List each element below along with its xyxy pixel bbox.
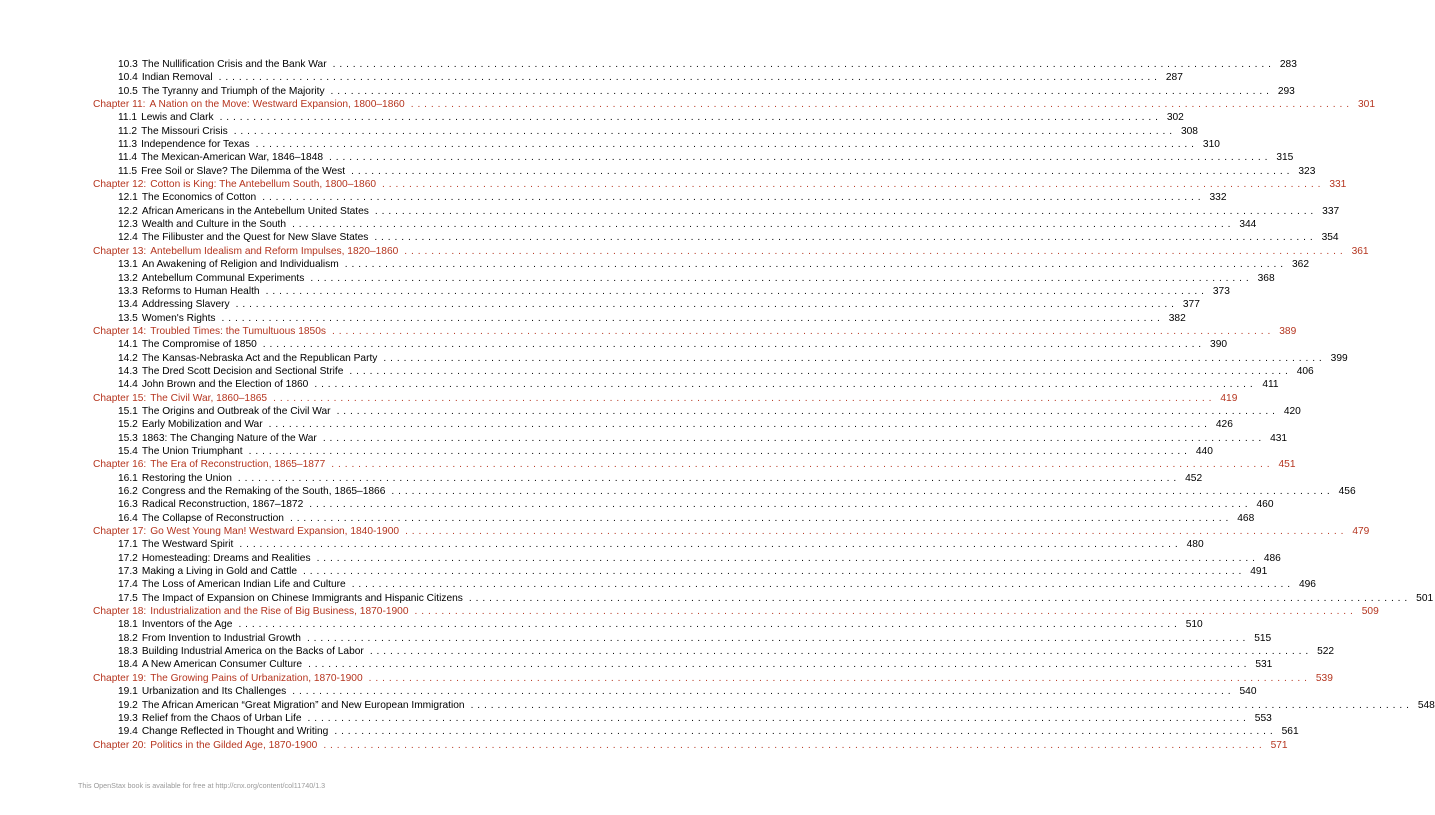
toc-entry-page: 479 (1352, 526, 1370, 538)
toc-section-entry[interactable] (93, 658, 1273, 671)
page-footer: This OpenStax book is available for free at http://cnx.org/content/col11740/1.3 (78, 781, 326, 790)
toc-entry-title: Inventors of the Age (141, 619, 233, 631)
toc-entry-title: The Era of Reconstruction, 1865–1877 (150, 459, 326, 471)
dot-leader: ............................................................................................................................................ (292, 219, 1235, 231)
toc-entry-number: 12.3 (118, 219, 138, 231)
toc-entry-page: 283 (1279, 59, 1297, 70)
toc-entry-page: 308 (1180, 125, 1198, 137)
toc-entry-page: 468 (1237, 512, 1255, 524)
toc-entry-page: 561 (1281, 726, 1299, 738)
toc-section-entry[interactable] (93, 85, 1295, 98)
toc-entry-page: 373 (1212, 285, 1230, 297)
toc-section-entry[interactable] (93, 378, 1279, 391)
dot-leader: ............................................................................................................................................ (369, 646, 1313, 658)
toc-entry-page: 509 (1361, 606, 1379, 618)
toc-entry-page: 293 (1277, 85, 1295, 97)
toc-entry-page: 522 (1317, 646, 1335, 658)
toc-entry-number: Chapter 13: (93, 245, 147, 257)
toc-entry-number: 14.2 (118, 352, 138, 364)
toc-entry-number: 19.1 (118, 686, 138, 698)
toc-section-entry[interactable] (93, 71, 1183, 84)
toc-entry-title: The Civil War, 1860–1865 (150, 392, 268, 404)
dot-leader: ............................................................................................................................................ (292, 686, 1235, 698)
toc-entry-number: 11.2 (118, 125, 138, 137)
toc-entry-title: The Impact of Expansion on Chinese Immigrants and Hispanic Citizens (141, 592, 463, 604)
toc-entry-title: Homesteading: Dreams and Realities (141, 552, 311, 564)
toc-entry-title: The African American “Great Migration” and New European Immigration (141, 699, 465, 711)
dot-leader: ............................................................................................................................................ (306, 632, 1250, 644)
dot-leader: ............................................................................................................................................ (316, 552, 1259, 564)
toc-entry-title: Antebellum Communal Experiments (141, 272, 305, 284)
toc-entry-page: 287 (1165, 72, 1183, 84)
toc-entry-title: The Westward Spirit (141, 539, 234, 551)
toc-entry-title: Troubled Times: the Tumultuous 1850s (150, 325, 326, 337)
toc-entry-page: 310 (1202, 139, 1220, 151)
dot-leader: ............................................................................................................................................ (262, 339, 1206, 351)
dot-leader: ............................................................................................................................................ (314, 379, 1257, 391)
toc-entry-page: 460 (1256, 499, 1274, 511)
toc-section-entry[interactable] (93, 699, 1435, 712)
toc-entry-number: 18.4 (118, 659, 138, 671)
toc-chapter-entry[interactable] (93, 605, 1379, 618)
toc-entry-number: 15.4 (118, 445, 138, 457)
toc-entry-page: 301 (1357, 99, 1375, 111)
toc-section-entry[interactable] (93, 632, 1272, 645)
toc-entry-page: 420 (1283, 405, 1301, 417)
toc-entry-title: Urbanization and Its Challenges (141, 686, 287, 698)
toc-section-entry[interactable] (93, 125, 1198, 138)
toc-entry-number: 17.3 (118, 566, 138, 578)
toc-entry-number: Chapter 20: (93, 739, 147, 751)
toc-entry-number: 11.3 (118, 139, 138, 151)
toc-entry-number: 10.5 (118, 85, 138, 97)
dot-leader: ............................................................................................................................................ (273, 392, 1216, 404)
toc-entry-page: 501 (1416, 592, 1434, 604)
toc-section-entry[interactable] (93, 645, 1335, 658)
dot-leader: ............................................................................................................................................ (219, 112, 1162, 124)
toc-section-entry[interactable] (93, 151, 1294, 164)
dot-leader: ............................................................................................................................................ (351, 165, 1294, 177)
toc-entry-number: 14.1 (118, 339, 138, 351)
toc-entry-page: 510 (1185, 619, 1203, 631)
dot-leader: ............................................................................................................................................ (248, 445, 1191, 457)
toc-chapter-entry[interactable] (93, 325, 1297, 338)
toc-entry-title: African Americans in the Antebellum United States (141, 205, 369, 217)
toc-entry-title: The Collapse of Reconstruction (141, 512, 284, 524)
toc-entry-title: John Brown and the Election of 1860 (141, 379, 309, 391)
toc-entry-number: 17.4 (118, 579, 138, 591)
toc-entry-title: Making a Living in Gold and Cattle (141, 566, 297, 578)
toc-entry-number: 17.2 (118, 552, 138, 564)
toc-entry-page: 354 (1321, 232, 1339, 244)
toc-entry-number: 13.4 (118, 299, 138, 311)
toc-chapter-entry[interactable] (93, 98, 1375, 111)
toc-entry-page: 539 (1315, 672, 1333, 684)
dot-leader: ............................................................................................................................................ (239, 539, 1182, 551)
toc-entry-page: 399 (1330, 352, 1348, 364)
toc-entry-number: 11.1 (118, 112, 138, 124)
toc-entry-number: 13.3 (118, 285, 138, 297)
dot-leader: ............................................................................................................................................ (262, 192, 1205, 204)
toc-entry-number: 16.4 (118, 512, 138, 524)
toc-section-entry[interactable] (93, 578, 1316, 591)
toc-entry-title: Restoring the Union (141, 472, 232, 484)
toc-entry-number: 17.1 (118, 539, 138, 551)
dot-leader: ............................................................................................................................................ (414, 606, 1357, 618)
toc-entry-page: 389 (1279, 325, 1297, 337)
toc-entry-title: The Growing Pains of Urbanization, 1870-1900 (150, 672, 363, 684)
toc-entry-number: 12.2 (118, 205, 138, 217)
toc-entry-title: Reforms to Human Health (141, 285, 260, 297)
toc-entry-number: 18.2 (118, 632, 138, 644)
toc-entry-title: Free Soil or Slave? The Dilemma of the West (141, 165, 346, 177)
toc-entry-title: The Loss of American Indian Life and Culture (141, 579, 346, 591)
toc-entry-number: 10.3 (118, 59, 138, 70)
toc-entry-number: Chapter 12: (93, 179, 147, 191)
toc-entry-page: 315 (1276, 152, 1294, 164)
toc-entry-title: Wealth and Culture in the South (141, 219, 287, 231)
toc-entry-number: 15.1 (118, 405, 138, 417)
toc-chapter-entry[interactable] (93, 739, 1288, 752)
dot-leader: ............................................................................................................................................ (218, 72, 1161, 84)
toc-section-entry[interactable] (93, 432, 1288, 445)
toc-section-entry[interactable] (93, 191, 1227, 204)
toc-entry-page: 451 (1278, 459, 1296, 471)
dot-leader: ............................................................................................................................................ (344, 259, 1287, 271)
toc-chapter-entry[interactable] (93, 392, 1238, 405)
dot-leader: ............................................................................................................................................ (221, 312, 1164, 324)
toc-entry-page: 344 (1239, 219, 1257, 231)
toc-entry-number: 13.1 (118, 259, 138, 271)
toc-section-entry[interactable] (93, 272, 1275, 285)
toc-section-entry[interactable] (93, 285, 1230, 298)
toc-entry-number: Chapter 11: (93, 99, 146, 111)
toc-section-entry[interactable] (93, 685, 1257, 698)
toc-entry-number: 13.5 (118, 312, 138, 324)
toc-section-entry[interactable] (93, 352, 1348, 365)
toc-entry-title: Early Mobilization and War (141, 419, 263, 431)
dot-leader: ............................................................................................................................................ (336, 405, 1279, 417)
toc-entry-number: 14.4 (118, 379, 138, 391)
toc-entry-page: 323 (1298, 165, 1316, 177)
toc-entry-number: Chapter 16: (93, 459, 147, 471)
toc-section-entry[interactable] (93, 405, 1301, 418)
toc-entry-title: Industrialization and the Rise of Big Business, 1870-1900 (150, 606, 409, 618)
toc-entry-title: Antebellum Idealism and Reform Impulses, 1820–1860 (150, 245, 399, 257)
toc-entry-number: 11.4 (118, 152, 138, 164)
toc-section-entry[interactable] (93, 218, 1257, 231)
toc-entry-title: Politics in the Gilded Age, 1870-1900 (150, 739, 318, 751)
toc-entry-title: Congress and the Remaking of the South, 1865–1866 (141, 486, 386, 497)
toc-entry-page: 515 (1254, 632, 1272, 644)
dot-leader: ............................................................................................................................................ (351, 579, 1294, 591)
toc-entry-number: 18.3 (118, 646, 138, 658)
dot-leader: ............................................................................................................................................ (233, 125, 1176, 137)
toc-entry-page: 531 (1255, 659, 1273, 671)
toc-entry-page: 411 (1262, 379, 1279, 391)
toc-entry-number: 14.3 (118, 365, 138, 377)
toc-entry-title: Go West Young Man! Westward Expansion, 1840-1900 (150, 526, 400, 538)
toc-entry-number: 11.5 (118, 165, 138, 177)
dot-leader: ............................................................................................................................................ (330, 85, 1273, 97)
toc-entry-page: 452 (1185, 472, 1203, 484)
toc-entry-page: 486 (1263, 552, 1281, 564)
toc-section-entry[interactable] (93, 258, 1309, 271)
toc-entry-page: 337 (1322, 205, 1340, 217)
toc-entry-number: 15.3 (118, 432, 138, 444)
toc-section-entry[interactable] (93, 365, 1314, 378)
toc-entry-page: 456 (1338, 486, 1356, 497)
dot-leader: ............................................................................................................................................ (235, 299, 1178, 311)
toc-entry-number: 16.3 (118, 499, 138, 511)
toc-entry-title: The Mexican-American War, 1846–1848 (141, 152, 324, 164)
toc-entry-title: Radical Reconstruction, 1867–1872 (141, 499, 304, 511)
toc-entry-title: Independence for Texas (141, 139, 250, 151)
toc-entry-title: The Dred Scott Decision and Sectional Strife (141, 365, 344, 377)
toc-entry-title: 1863: The Changing Nature of the War (141, 432, 317, 444)
dot-leader: ............................................................................................................................................ (404, 245, 1347, 257)
dot-leader: ............................................................................................................................................ (332, 59, 1275, 70)
toc-entry-number: 10.4 (118, 72, 138, 84)
toc-section-entry[interactable] (93, 111, 1184, 124)
toc-entry-number: 12.1 (118, 192, 138, 204)
toc-entry-title: From Invention to Industrial Growth (141, 632, 301, 644)
toc-entry-number: Chapter 19: (93, 672, 147, 684)
toc-entry-title: Relief from the Chaos of Urban Life (141, 712, 302, 724)
toc-entry-page: 431 (1270, 432, 1288, 444)
toc-entry-page: 491 (1250, 566, 1268, 578)
dot-leader: ............................................................................................................................................ (331, 459, 1274, 471)
toc-entry-page: 540 (1239, 686, 1257, 698)
table-of-contents (93, 58, 1435, 752)
dot-leader: ............................................................................................................................................ (237, 472, 1181, 484)
toc-entry-title: Addressing Slavery (141, 299, 230, 311)
dot-leader: ............................................................................................................................................ (310, 272, 1253, 284)
toc-entry-page: 406 (1296, 365, 1314, 377)
toc-entry-number: 18.1 (118, 619, 138, 631)
toc-section-entry[interactable] (93, 512, 1255, 525)
toc-entry-page: 332 (1209, 192, 1227, 204)
toc-entry-page: 331 (1329, 179, 1347, 191)
toc-entry-title: Indian Removal (141, 72, 213, 84)
toc-entry-page: 362 (1292, 259, 1309, 271)
dot-leader: ............................................................................................................................................ (331, 325, 1275, 337)
toc-section-entry[interactable] (93, 418, 1233, 431)
toc-section-entry[interactable] (93, 58, 1297, 71)
dot-leader: ............................................................................................................................................ (374, 205, 1318, 217)
toc-entry-number: 17.5 (118, 592, 138, 604)
toc-entry-title: Building Industrial America on the Backs of Labor (141, 646, 364, 658)
dot-leader: ............................................................................................................................................ (307, 712, 1250, 724)
toc-entry-title: The Origins and Outbreak of the Civil War (141, 405, 331, 417)
toc-entry-page: 419 (1220, 392, 1238, 404)
dot-leader: ............................................................................................................................................ (405, 526, 1348, 538)
dot-leader: ............................................................................................................................................ (349, 365, 1292, 377)
toc-section-entry[interactable] (93, 712, 1272, 725)
dot-leader: ............................................................................................................................................ (289, 512, 1233, 524)
toc-entry-number: Chapter 18: (93, 606, 147, 618)
dot-leader: ............................................................................................................................................ (238, 619, 1181, 631)
dot-leader: ............................................................................................................................................ (374, 232, 1317, 244)
dot-leader: ............................................................................................................................................ (334, 726, 1277, 738)
toc-entry-page: 361 (1351, 245, 1369, 257)
toc-entry-number: 15.2 (118, 419, 138, 431)
toc-entry-page: 377 (1182, 299, 1200, 311)
toc-section-entry[interactable] (93, 231, 1339, 244)
toc-entry-title: A New American Consumer Culture (141, 659, 303, 671)
toc-entry-title: Cotton is King: The Antebellum South, 1800–1860 (150, 179, 377, 191)
toc-entry-title: The Tyranny and Triumph of the Majority (141, 85, 325, 97)
toc-entry-title: An Awakening of Religion and Individualism (141, 259, 339, 271)
toc-section-entry[interactable] (93, 538, 1204, 551)
toc-entry-title: The Compromise of 1850 (141, 339, 257, 351)
toc-entry-title: The Nullification Crisis and the Bank War (141, 59, 327, 70)
dot-leader: ............................................................................................................................................ (382, 179, 1325, 191)
toc-section-entry[interactable] (93, 592, 1434, 605)
toc-entry-title: The Filibuster and the Quest for New Slave States (141, 232, 369, 244)
dot-leader: ............................................................................................................................................ (323, 739, 1266, 751)
toc-entry-number: 16.2 (118, 486, 138, 497)
toc-entry-page: 496 (1298, 579, 1316, 591)
toc-entry-page: 390 (1210, 339, 1228, 351)
toc-entry-title: The Missouri Crisis (141, 125, 228, 137)
toc-section-entry[interactable] (93, 565, 1268, 578)
dot-leader: ............................................................................................................................................ (303, 566, 1246, 578)
dot-leader: ............................................................................................................................................ (255, 139, 1198, 151)
toc-entry-number: 19.4 (118, 726, 138, 738)
dot-leader: ............................................................................................................................................ (468, 592, 1412, 604)
toc-section-entry[interactable] (93, 618, 1203, 631)
toc-entry-title: The Economics of Cotton (141, 192, 257, 204)
toc-entry-title: The Kansas-Nebraska Act and the Republican Party (141, 352, 378, 364)
toc-section-entry[interactable] (93, 498, 1274, 511)
toc-entry-title: Change Reflected in Thought and Writing (141, 726, 329, 738)
toc-chapter-entry[interactable] (93, 672, 1333, 685)
dot-leader: ............................................................................................................................................ (309, 499, 1252, 511)
toc-entry-title: Lewis and Clark (141, 112, 214, 124)
dot-leader: ............................................................................................................................................ (368, 672, 1311, 684)
dot-leader: ............................................................................................................................................ (383, 352, 1326, 364)
toc-entry-page: 426 (1215, 419, 1233, 431)
toc-entry-number: 16.1 (118, 472, 138, 484)
toc-section-entry[interactable] (93, 298, 1200, 311)
toc-entry-number: 19.2 (118, 699, 138, 711)
dot-leader: ............................................................................................................................................ (322, 432, 1266, 444)
toc-entry-title: The Union Triumphant (141, 445, 243, 457)
toc-entry-page: 480 (1186, 539, 1204, 551)
toc-entry-title: Women's Rights (141, 312, 216, 324)
toc-section-entry[interactable] (93, 485, 1356, 498)
toc-entry-title: A Nation on the Move: Westward Expansion, 1800–1860 (149, 99, 405, 111)
toc-chapter-entry[interactable] (93, 458, 1296, 471)
toc-entry-page: 368 (1257, 272, 1275, 284)
toc-chapter-entry[interactable] (93, 525, 1370, 538)
toc-section-entry[interactable] (93, 338, 1228, 351)
toc-section-entry[interactable] (93, 445, 1213, 458)
toc-section-entry[interactable] (93, 205, 1340, 218)
dot-leader: ............................................................................................................................................ (329, 152, 1272, 164)
dot-leader: ............................................................................................................................................ (308, 659, 1251, 671)
toc-section-entry[interactable] (93, 725, 1299, 738)
toc-entry-number: Chapter 14: (93, 325, 147, 337)
toc-chapter-entry[interactable] (93, 245, 1369, 258)
toc-entry-page: 571 (1270, 739, 1288, 751)
toc-entry-number: 19.3 (118, 712, 138, 724)
toc-entry-page: 440 (1195, 445, 1213, 457)
toc-section-entry[interactable] (93, 552, 1281, 565)
toc-entry-number: 13.2 (118, 272, 138, 284)
toc-section-entry[interactable] (93, 312, 1186, 325)
toc-entry-page: 553 (1254, 712, 1272, 724)
dot-leader: ............................................................................................................................................ (470, 699, 1413, 711)
toc-chapter-entry[interactable] (93, 178, 1347, 191)
toc-entry-page: 302 (1166, 112, 1184, 124)
toc-entry-page: 548 (1417, 699, 1435, 711)
dot-leader: ............................................................................................................................................ (391, 486, 1334, 497)
toc-section-entry[interactable] (93, 472, 1203, 485)
dot-leader: ............................................................................................................................................ (265, 285, 1208, 297)
toc-entry-number: Chapter 15: (93, 392, 147, 404)
dot-leader: ............................................................................................................................................ (410, 99, 1353, 111)
toc-section-entry[interactable] (93, 165, 1316, 178)
dot-leader: ............................................................................................................................................ (268, 419, 1211, 431)
toc-entry-number: 12.4 (118, 232, 138, 244)
toc-section-entry[interactable] (93, 138, 1220, 151)
toc-entry-number: Chapter 17: (93, 526, 147, 538)
toc-entry-page: 382 (1168, 312, 1186, 324)
